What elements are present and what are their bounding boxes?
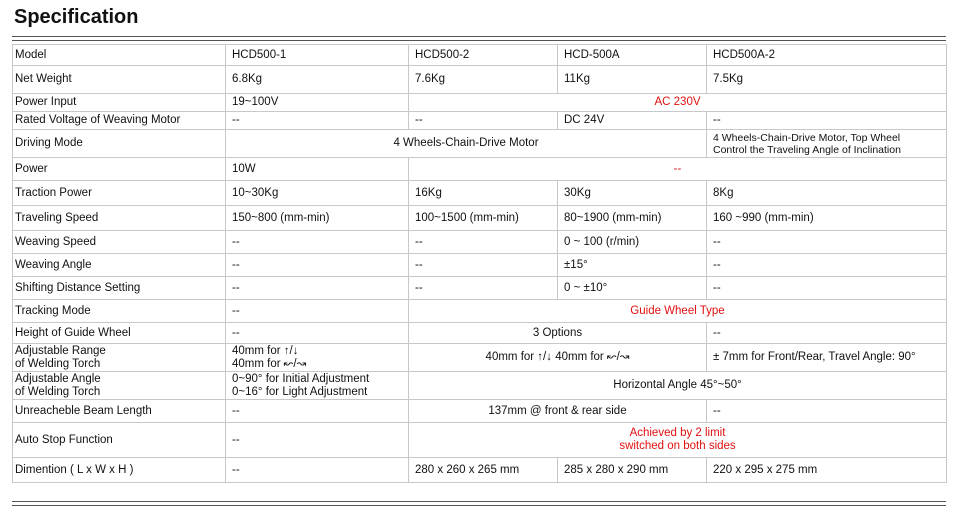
row-label: Traveling Speed	[13, 206, 226, 231]
cell: 16Kg	[409, 181, 558, 206]
row-power-input	[13, 94, 947, 112]
cell: ±15°	[558, 254, 707, 277]
cell: --	[226, 231, 409, 254]
header-hcd500a-2: HCD500A-2	[707, 45, 947, 66]
cell: --	[226, 300, 409, 323]
row-label: Power Input	[13, 94, 226, 112]
cell: 19~100V	[226, 94, 409, 112]
cell: 285 x 280 x 290 mm	[558, 458, 707, 483]
row-label: Traction Power	[13, 181, 226, 206]
header-row	[13, 45, 947, 66]
cell-span: 40mm for ↑/↓ 40mm for ↜/↝	[409, 344, 707, 372]
cell-line: 0~16° for Light Adjustment	[232, 385, 368, 398]
cell-line: Achieved by 2 limit	[629, 427, 726, 439]
cell: 8Kg	[707, 181, 947, 206]
row-label: Rated Voltage of Weaving Motor	[13, 112, 226, 130]
row-weaving-angle	[13, 254, 947, 277]
cell: DC 24V	[558, 112, 707, 130]
label-line: Adjustable Range	[15, 344, 106, 357]
row-label	[13, 372, 226, 400]
cell: 6.8Kg	[226, 66, 409, 94]
row-traveling-speed	[13, 206, 947, 231]
row-unreachable-beam	[13, 400, 947, 423]
row-rated-voltage	[13, 112, 947, 130]
cell: ± 7mm for Front/Rear, Travel Angle: 90°	[707, 344, 947, 372]
header-hcd500-2: HCD500-2	[409, 45, 558, 66]
row-tracking-mode	[13, 300, 947, 323]
cell-line: Control the Traveling Angle of Inclination	[713, 143, 901, 156]
spec-table	[12, 44, 947, 483]
cell: --	[226, 400, 409, 423]
cell-span: 3 Options	[409, 323, 707, 344]
row-label: Net Weight	[13, 66, 226, 94]
row-label: Power	[13, 158, 226, 181]
row-label: Driving Mode	[13, 130, 226, 158]
row-label: Tracking Mode	[13, 300, 226, 323]
header-hcd500-1: HCD500-1	[226, 45, 409, 66]
cell: 160 ~990 (mm-min)	[707, 206, 947, 231]
row-power	[13, 158, 947, 181]
label-line: of Welding Torch	[15, 357, 101, 370]
cell: 220 x 295 x 275 mm	[707, 458, 947, 483]
cell-span: --	[409, 158, 947, 181]
cell-span	[409, 423, 947, 458]
cell: --	[409, 112, 558, 130]
label-line: Adjustable Angle	[15, 372, 101, 385]
cell: --	[409, 254, 558, 277]
cell: 150~800 (mm-min)	[226, 206, 409, 231]
cell: 280 x 260 x 265 mm	[409, 458, 558, 483]
row-net-weight	[13, 66, 947, 94]
top-rule	[12, 36, 946, 37]
cell: 30Kg	[558, 181, 707, 206]
cell: 7.5Kg	[707, 66, 947, 94]
row-adjustable-range	[13, 344, 947, 372]
cell: 80~1900 (mm-min)	[558, 206, 707, 231]
row-label: Height of Guide Wheel	[13, 323, 226, 344]
row-driving-mode	[13, 130, 947, 158]
row-shifting-distance	[13, 277, 947, 300]
cell: --	[707, 400, 947, 423]
cell: 0 ~ ±10°	[558, 277, 707, 300]
cell	[707, 130, 947, 158]
row-label: Weaving Speed	[13, 231, 226, 254]
row-traction-power	[13, 181, 947, 206]
cell: --	[226, 323, 409, 344]
cell	[226, 372, 409, 400]
row-adjustable-angle	[13, 372, 947, 400]
cell: --	[707, 277, 947, 300]
cell: 100~1500 (mm-min)	[409, 206, 558, 231]
bottom-rule	[12, 501, 946, 502]
row-label: Auto Stop Function	[13, 423, 226, 458]
header-hcd-500a: HCD-500A	[558, 45, 707, 66]
bottom-rule-double	[12, 505, 946, 506]
cell: --	[226, 423, 409, 458]
cell: --	[409, 277, 558, 300]
page-title: Specification	[14, 6, 139, 28]
cell: --	[226, 112, 409, 130]
cell: --	[707, 112, 947, 130]
cell: --	[226, 254, 409, 277]
cell-span: 137mm @ front & rear side	[409, 400, 707, 423]
header-model: Model	[13, 45, 226, 66]
cell: --	[409, 231, 558, 254]
cell: --	[707, 254, 947, 277]
cell: --	[707, 323, 947, 344]
row-label: Dimention ( L x W x H )	[13, 458, 226, 483]
cell: 10W	[226, 158, 409, 181]
row-auto-stop	[13, 423, 947, 458]
cell-line: 0~90° for Initial Adjustment	[232, 372, 370, 385]
cell: --	[707, 231, 947, 254]
cell-line: 4 Wheels-Chain-Drive Motor, Top Wheel	[713, 131, 901, 144]
cell-span: Guide Wheel Type	[409, 300, 947, 323]
cell-line: 40mm for ↜/↝	[232, 357, 307, 370]
label-line: of Welding Torch	[15, 385, 101, 398]
cell: --	[226, 277, 409, 300]
cell-line: 40mm for ↑/↓	[232, 344, 299, 357]
top-rule-double	[12, 40, 946, 41]
row-weaving-speed	[13, 231, 947, 254]
cell-line: switched on both sides	[619, 440, 736, 452]
row-dimension	[13, 458, 947, 483]
row-guide-wheel-height	[13, 323, 947, 344]
row-label: Unreacheble Beam Length	[13, 400, 226, 423]
cell: 0 ~ 100 (r/min)	[558, 231, 707, 254]
cell: 11Kg	[558, 66, 707, 94]
cell: 10~30Kg	[226, 181, 409, 206]
cell: 7.6Kg	[409, 66, 558, 94]
cell	[226, 344, 409, 372]
cell-span: Horizontal Angle 45°~50°	[409, 372, 947, 400]
cell: --	[226, 458, 409, 483]
row-label	[13, 344, 226, 372]
cell-span: AC 230V	[409, 94, 947, 112]
cell-span: 4 Wheels-Chain-Drive Motor	[226, 130, 707, 158]
row-label: Shifting Distance Setting	[13, 277, 226, 300]
row-label: Weaving Angle	[13, 254, 226, 277]
